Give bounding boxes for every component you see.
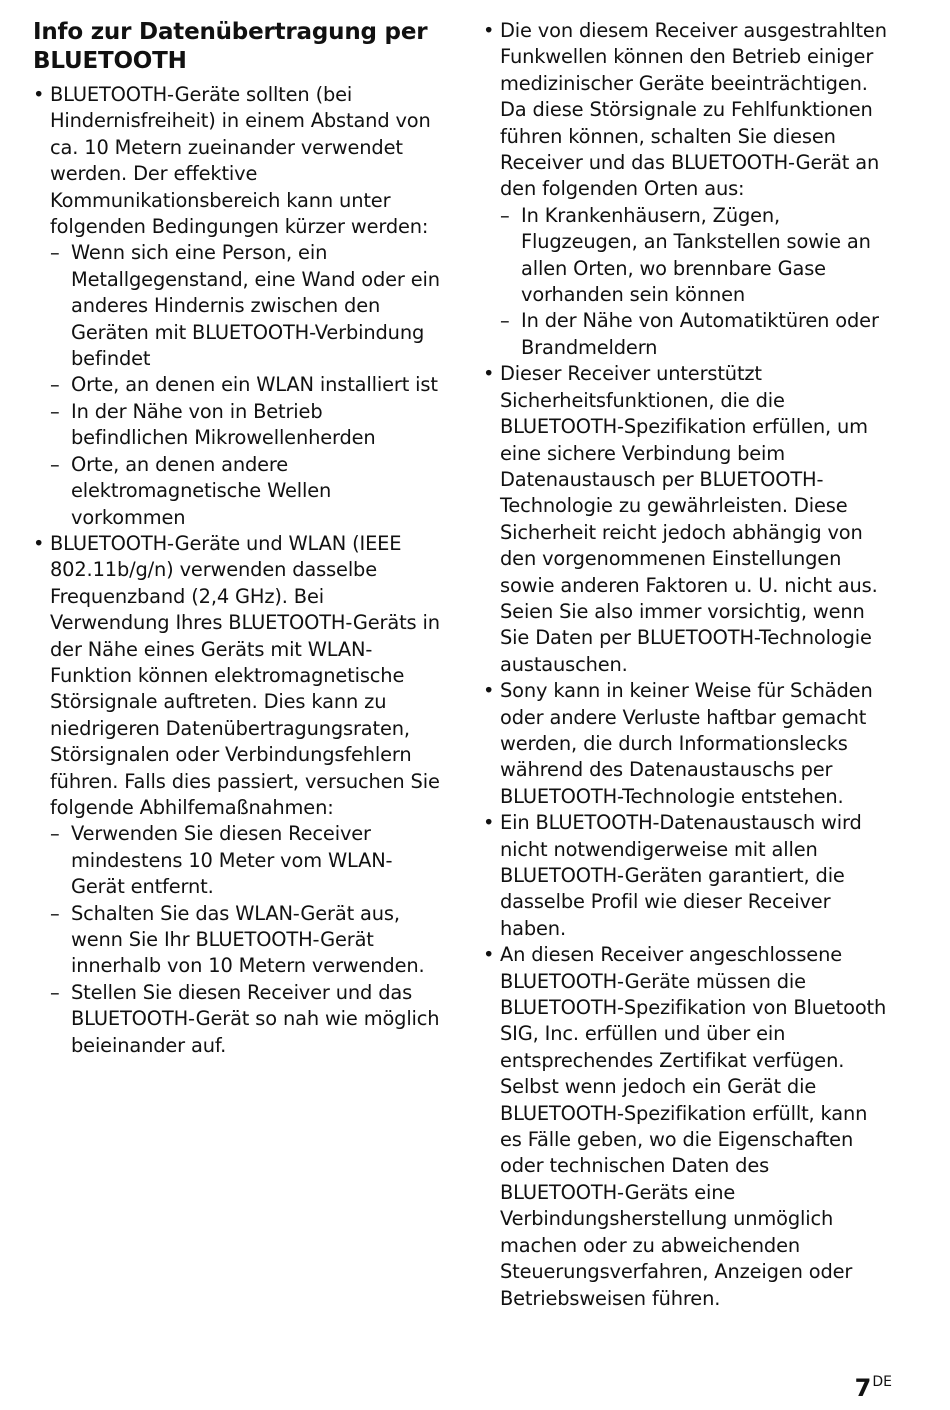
bullet-item	[483, 942, 895, 1312]
left-bullet-list	[33, 82, 445, 1059]
bullet-text: An diesen Receiver angeschlossene BLUETOOTH-Geräte müssen die BLUETOOTH-Spezifikation von Bluetooth SIG, Inc. erfüllen und über ein entsprechendes Zertifikat verfügen. Selbst wenn jedoch ein Gerät die BLUETOOTH-Spezifikation erfüllt, kann es Fälle geben, wo die Eigenschaften oder technischen Daten des BLUETOOTH-Geräts eine Verbindungsherstellung unmöglich machen oder zu abweichenden Steuerungsverfahren, Anzeigen oder Betriebsweisen führen.	[500, 943, 887, 1310]
page-number	[855, 1374, 892, 1402]
sub-item: – In der Nähe von in Betrieb befindlichen Mikrowellenherden	[50, 399, 445, 452]
bullet-text: Ein BLUETOOTH-Datenaustausch wird nicht notwendigerweise mit allen BLUETOOTH-Geräten garantiert, die dasselbe Profil wie dieser Receiver haben.	[500, 811, 862, 940]
section-title: Info zur Datenübertragung per BLUETOOTH	[33, 19, 428, 74]
page-language-code: DE	[872, 1374, 892, 1390]
sub-item: – Stellen Sie diesen Receiver und das BLUETOOTH-Gerät so nah wie möglich beieinander auf.	[50, 980, 445, 1059]
bullet-item	[483, 810, 895, 942]
right-bullet-list	[483, 18, 895, 1312]
sub-list	[50, 821, 445, 1059]
sub-item: – In der Nähe von Automatiktüren oder Brandmeldern	[500, 308, 895, 361]
bullet-text: Dieser Receiver unterstützt Sicherheitsfunktionen, die die BLUETOOTH-Spezifikation erfüllen, um eine sichere Verbindung beim Datenaustausch per BLUETOOTH-Technologie zu gewährleisten. Diese Sicherheit reicht jedoch abhängig von den vorgenommenen Einstellungen sowie anderen Faktoren u. U. nicht aus. Seien Sie also immer vorsichtig, wenn Sie Daten per BLUETOOTH-Technologie austauschen.	[500, 362, 878, 676]
sub-list	[500, 203, 895, 361]
sub-item: – In Krankenhäusern, Zügen, Flugzeugen, an Tankstellen sowie an allen Orten, wo brennbare Gase vorhanden sein können	[500, 203, 895, 309]
page-number-value: 7	[854, 1374, 872, 1402]
left-column	[33, 18, 445, 1059]
sub-item: – Orte, an denen andere elektromagnetische Wellen vorkommen	[50, 452, 445, 531]
sub-item: – Verwenden Sie diesen Receiver mindestens 10 Meter vom WLAN-Gerät entfernt.	[50, 821, 445, 900]
bullet-item	[33, 82, 445, 531]
sub-item: – Wenn sich eine Person, ein Metallgegenstand, eine Wand oder ein anderes Hindernis zwischen den Geräten mit BLUETOOTH-Verbindung befindet	[50, 240, 445, 372]
bullet-item	[33, 531, 445, 1059]
bullet-text: BLUETOOTH-Geräte sollten (bei Hindernisfreiheit) in einem Abstand von ca. 10 Metern zueinander verwendet werden. Der effektive Kommunikationsbereich kann unter folgenden Bedingungen kürzer werden:	[50, 83, 431, 239]
bullet-item	[483, 361, 895, 678]
bullet-text: Die von diesem Receiver ausgestrahlten Funkwellen können den Betrieb einiger medizinischer Geräte beeinträchtigen. Da diese Störsignale zu Fehlfunktionen führen können, schalten Sie diesen Receiver und das BLUETOOTH-Gerät an den folgenden Orten aus:	[500, 19, 887, 201]
sub-item: – Orte, an denen ein WLAN installiert ist	[50, 372, 445, 398]
bullet-text: BLUETOOTH-Geräte und WLAN (IEEE 802.11b/g/n) verwenden dasselbe Frequenzband (2,4 GHz). Bei Verwendung Ihres BLUETOOTH-Geräts in der Nähe eines Geräts mit WLAN-Funktion können elektromagnetische Störsignale auftreten. Dies kann zu niedrigeren Datenübertragungsraten, Störsignalen oder Verbindungsfehlern führen. Falls dies passiert, versuchen Sie folgende Abhilfemaßnahmen:	[50, 531, 440, 819]
right-column	[483, 18, 895, 1312]
bullet-item	[483, 18, 895, 361]
sub-list	[50, 240, 445, 530]
bullet-item	[483, 678, 895, 810]
sub-item: – Schalten Sie das WLAN-Gerät aus, wenn Sie Ihr BLUETOOTH-Gerät innerhalb von 10 Metern verwenden.	[50, 901, 445, 980]
bullet-text: Sony kann in keiner Weise für Schäden oder andere Verluste haftbar gemacht werden, die durch Informationslecks während des Datenaustauschs per BLUETOOTH-Technologie entstehen.	[500, 679, 873, 808]
